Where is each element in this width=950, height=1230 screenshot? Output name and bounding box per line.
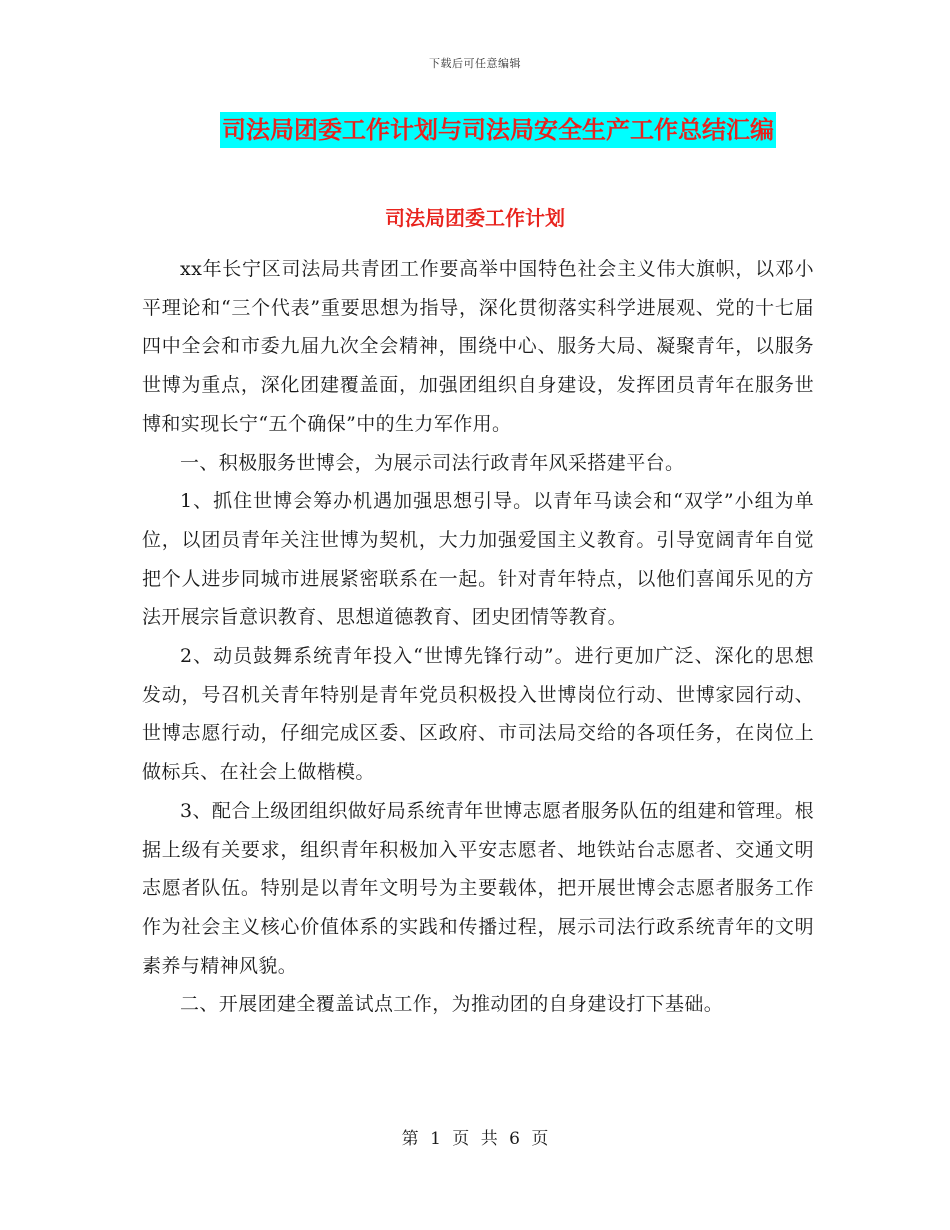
paragraph-item-2: 2、动员鼓舞系统青年投入“世博先锋行动”。进行更加广泛、深化的思想发动，号召机关青年特别是青年党员积极投入世博岗位行动、世博家园行动、世博志愿行动，仔细完成区委、区政府、市司法局交给的各项任务，在岗位上做标兵、在社会上做楷模。 <box>142 645 814 784</box>
page-footer: 第 1 页 共 6 页 <box>401 1129 549 1149</box>
document-body <box>142 250 814 1024</box>
header-note: 下载后可任意编辑 <box>429 57 521 70</box>
paragraph-item-1: 1、抓住世博会筹办机遇加强思想引导。以青年马读会和“双学”小组为单位，以团员青年关注世博为契机，大力加强爱国主义教育。引导宽阔青年自觉把个人进步同城市进展紧密联系在一起。针对青年特点，以他们喜闻乐见的方法开展宗旨意识教育、思想道德教育、团史团情等教育。 <box>142 490 814 629</box>
paragraph-intro: xx年长宁区司法局共青团工作要高举中国特色社会主义伟大旗帜，以邓小平理论和“三个代表”重要思想为指导，深化贯彻落实科学进展观、党的十七届四中全会和市委九届九次全会精神，围绕中心、服务大局、凝聚青年，以服务世博为重点，深化团建覆盖面，加强团组织自身建设，发挥团员青年在服务世博和实现长宁“五个确保”中的生力军作用。 <box>142 258 814 435</box>
document-main-title: 司法局团委工作计划与司法局安全生产工作总结汇编 <box>220 112 776 148</box>
section-title: 司法局团委工作计划 <box>385 206 565 230</box>
paragraph-item-3: 3、配合上级团组织做好局系统青年世博志愿者服务队伍的组建和管理。根据上级有关要求，组织青年积极加入平安志愿者、地铁站台志愿者、交通文明志愿者队伍。特别是以青年文明号为主要载体，把开展世博会志愿者服务工作作为社会主义核心价值体系的实践和传播过程，展示司法行政系统青年的文明素养与精神风貌。 <box>142 799 814 977</box>
paragraph-heading-1: 一、积极服务世博会，为展示司法行政青年风采搭建平台。 <box>180 451 685 474</box>
main-title-container <box>0 112 950 148</box>
paragraph-heading-2: 二、开展团建全覆盖试点工作，为推动团的自身建设打下基础。 <box>180 993 724 1016</box>
